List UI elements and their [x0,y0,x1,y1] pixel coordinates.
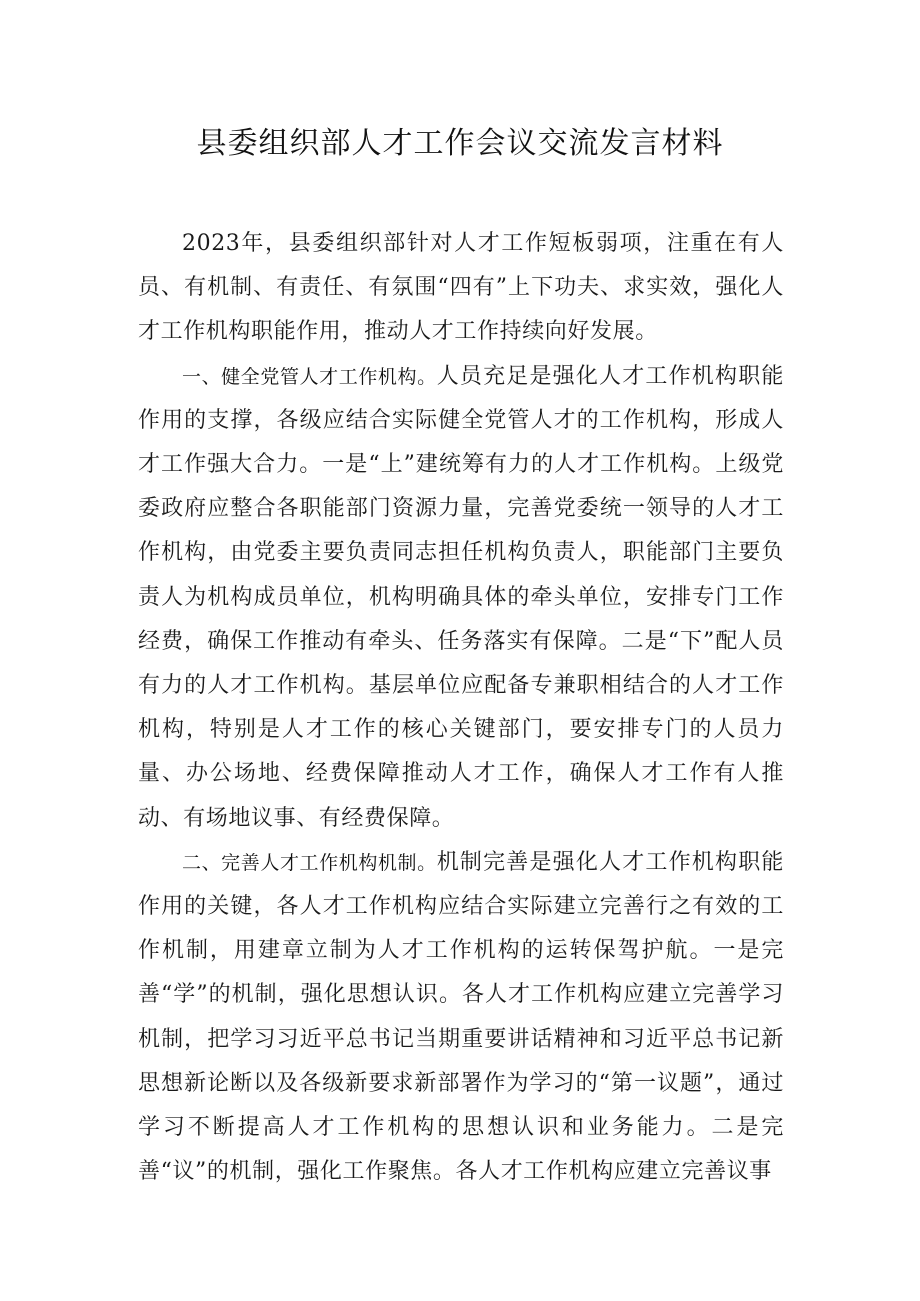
section-heading: 一、健全党管人才工作机构。 [182,365,437,388]
paragraph-text: 人员充足是强化人才工作机构职能作用的支撑，各级应结合实际健全党管人才的工作机构，形成人才工作强大合力。一是“上”建统筹有力的人才工作机构。上级党委政府应整合各职能部门资源力量，完善党委统一领导的人才工作机构，由党委主要负责同志担任机构负责人，职能部门主要负责人为机构成员单位，机构明确具体的牵头单位，安排专门工作经费，确保工作推动有牵头、任务落实有保障。二是“下”配人员有力的人才工作机构。基层单位应配备专兼职相结合的人才工作机构，特别是人才工作的核心关键部门，要安排专门的人员力量、办公场地、经费保障推动人才工作，确保人才工作有人推动、有场地议事、有经费保障。 [138,363,784,831]
paragraph-section-1 [138,355,784,841]
section-heading: 二、完善人才工作机构机制。 [182,851,437,874]
document-body [138,222,784,1194]
paragraph-section-2 [138,841,784,1195]
paragraph-text: 机制完善是强化人才工作机构职能作用的关键，各人才工作机构应结合实际建立完善行之有效的工作机制，用建章立制为人才工作机构的运转保驾护航。一是完善“学”的机制，强化思想认识。各人才工作机构应建立完善学习机制，把学习习近平总书记当期重要讲话精神和习近平总书记新思想新论断以及各级新要求新部署作为学习的“第一议题”，通过学习不断提高人才工作机构的思想认识和业务能力。二是完善“议”的机制，强化工作聚焦。各人才工作机构应建立完善议事 [138,849,784,1185]
document-title: 县委组织部人才工作会议交流发言材料 [196,126,724,161]
paragraph-text: 2023年，县委组织部针对人才工作短板弱项，注重在有人员、有机制、有责任、有氛围“四有”上下功夫、求实效，强化人才工作机构职能作用，推动人才工作持续向好发展。 [138,231,784,345]
paragraph-intro [138,222,784,355]
